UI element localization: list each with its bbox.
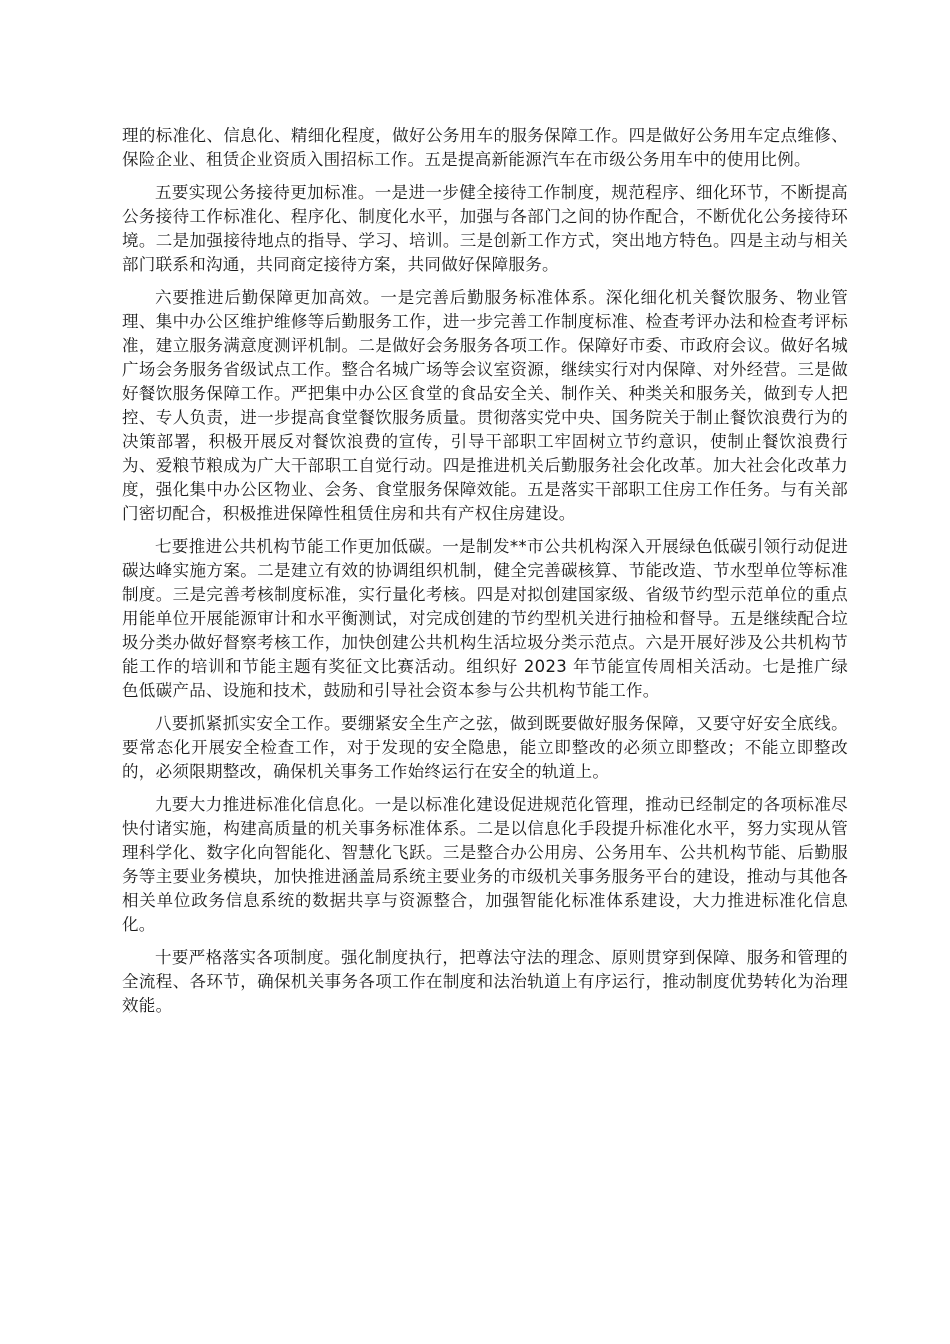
paragraph-logistics-support: 六要推进后勤保障更加高效。一是完善后勤服务标准体系。深化细化机关餐饮服务、物业管理、集中办公区维护维修等后勤服务工作，进一步完善工作制度标准、检查考评办法和检查考评标准，建立服务满意度测评机制。二是做好会务服务各项工作。保障好市委、市政府会议。做好名城广场会务服务省级试点工作。整合名城广场等会议室资源，继续实行对内保障、对外经营。三是做好餐饮服务保障工作。严把集中办公区食堂的食品安全关、制作关、种类关和服务关，做到专人把控、专人负责，进一步提高食堂餐饮服务质量。贯彻落实党中央、国务院关于制止餐饮浪费行为的决策部署，积极开展反对餐饮浪费的宣传，引导干部职工牢固树立节约意识，使制止餐饮浪费行为、爱粮节粮成为广大干部职工自觉行动。四是推进机关后勤服务社会化改革。加大社会化改革力度，强化集中办公区物业、会务、食堂服务保障效能。五是落实干部职工住房工作任务。与有关部门密切配合，积极推进保障性租赁住房和共有产权住房建设。: [122, 288, 848, 523]
paragraph-institutional-implementation: 十要严格落实各项制度。强化制度执行，把尊法守法的理念、原则贯穿到保障、服务和管理的全流程、各环节，确保机关事务各项工作在制度和法治轨道上有序运行，推动制度优势转化为治理效能。: [122, 948, 848, 1015]
paragraph-official-reception: 五要实现公务接待更加标准。一是进一步健全接待工作制度，规范程序、细化环节，不断提高公务接待工作标准化、程序化、制度化水平，加强与各部门之间的协作配合，不断优化公务接待环境。二是加强接待地点的指导、学习、培训。三是创新工作方式，突出地方特色。四是主动与相关部门联系和沟通，共同商定接待方案，共同做好保障服务。: [122, 183, 848, 274]
paragraph-standardization-informatization: 九要大力推进标准化信息化。一是以标准化建设促进规范化管理，推动已经制定的各项标准尽快付诸实施，构建高质量的机关事务标准体系。二是以信息化手段提升标准化水平，努力实现从管理科学化、数字化向智能化、智慧化飞跃。三是整合办公用房、公务用车、公共机构节能、后勤服务等主要业务模块，加快推进涵盖局系统主要业务的市级机关事务服务平台的建设，推动与其他各相关单位政务信息系统的数据共享与资源整合，加强智能化标准体系建设，大力推进标准化信息化。: [122, 795, 848, 934]
paragraph-safety-work: 八要抓紧抓实安全工作。要绷紧安全生产之弦，做到既要做好服务保障，又要守好安全底线。要常态化开展安全检查工作，对于发现的安全隐患，能立即整改的必须立即整改；不能立即整改的，必须限期整改，确保机关事务工作始终运行在安全的轨道上。: [122, 714, 848, 781]
paragraph-energy-saving: 七要推进公共机构节能工作更加低碳。一是制发**市公共机构深入开展绿色低碳引领行动促进碳达峰实施方案。二是建立有效的协调组织机制，健全完善碳核算、节能改造、节水型单位等标准制度。三是完善考核制度标准，实行量化考核。四是对拟创建国家级、省级节约型示范单位的重点用能单位开展能源审计和水平衡测试，对完成创建的节约型机关进行抽检和督导。五是继续配合垃圾分类办做好督察考核工作，加快创建公共机构生活垃圾分类示范点。六是开展好涉及公共机构节能工作的培训和节能主题有奖征文比赛活动。组织好 2023 年节能宣传周相关活动。七是推广绿色低碳产品、设施和技术，鼓励和引导社会资本参与公共机构节能工作。: [122, 537, 848, 700]
paragraph-official-vehicles-continued: 理的标准化、信息化、精细化程度，做好公务用车的服务保障工作。四是做好公务用车定点维修、保险企业、租赁企业资质入围招标工作。五是提高新能源汽车在市级公务用车中的使用比例。: [122, 126, 848, 169]
document-page: [122, 124, 848, 1027]
